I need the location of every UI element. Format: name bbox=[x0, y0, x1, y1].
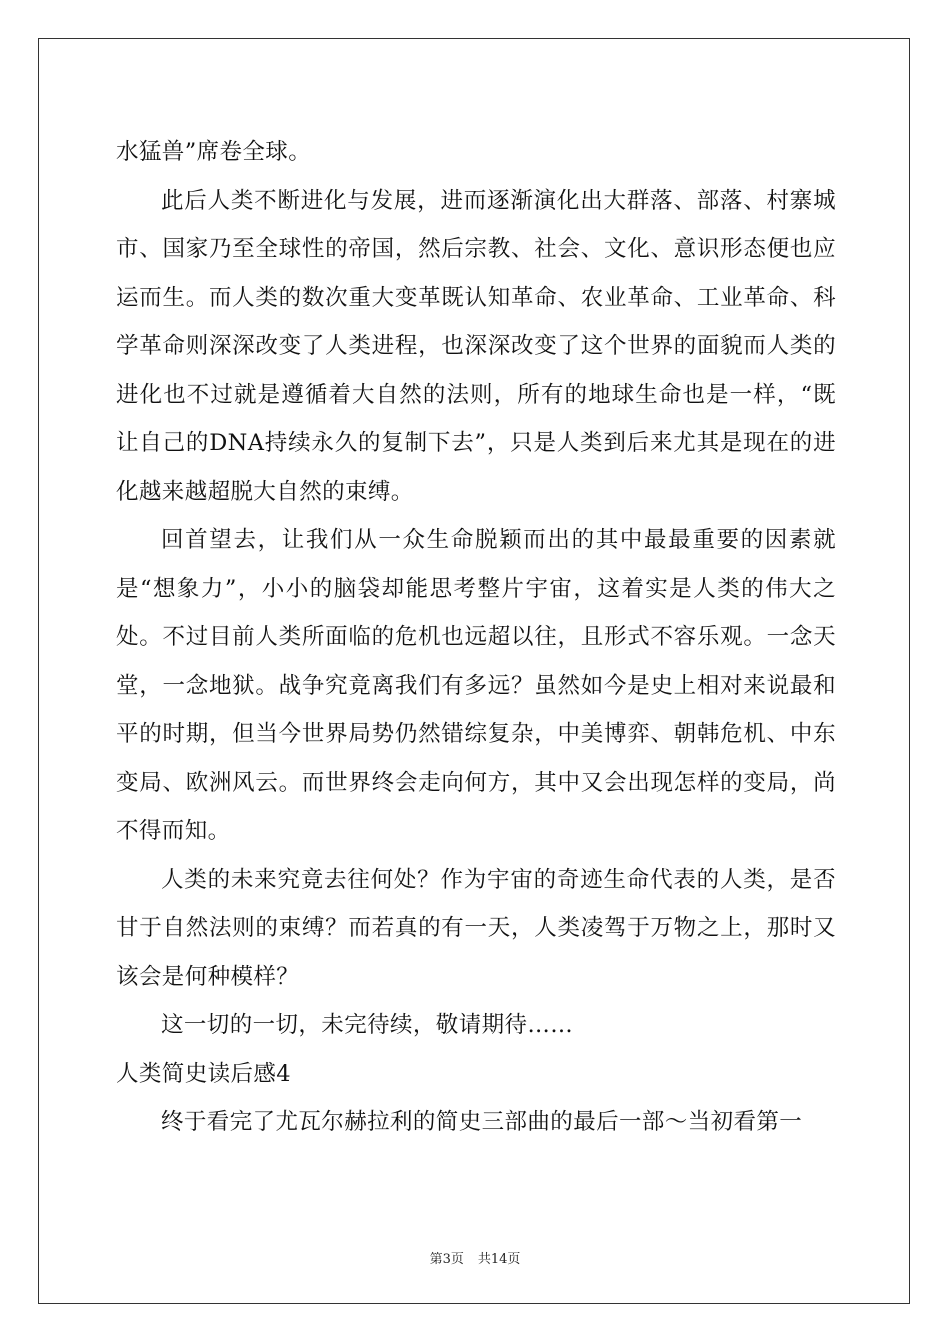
page-total: 共14页 bbox=[477, 1252, 521, 1267]
document-body bbox=[116, 128, 836, 1147]
paragraph-future: 人类的未来究竟去往何处？作为宇宙的奇迹生命代表的人类，是否甘于自然法则的束缚？而若真的有一天，人类凌驾于万物之上，那时又该会是何种模样？ bbox=[116, 866, 836, 990]
paragraph-to-be-continued: 这一切的一切，未完待续，敬请期待…… bbox=[161, 1012, 574, 1038]
paragraph-continued: 水猛兽”席卷全球。 bbox=[116, 139, 312, 165]
paragraph-imagination: 回首望去，让我们从一众生命脱颖而出的其中最最重要的因素就是“想象力”，小小的脑袋却能思考整片宇宙，这着实是人类的伟大之处。不过目前人类所面临的危机也远超以往，且形式不容乐观。一念天堂，一念地狱。战争究竟离我们有多远？虽然如今是史上相对来说最和平的时期，但当今世界局势仍然错综复杂，中美博弈、朝韩危机、中东变局、欧洲风云。而世界终会走向何方，其中又会出现怎样的变局，尚不得而知。 bbox=[116, 527, 836, 844]
page-footer bbox=[0, 1248, 950, 1267]
section-heading: 人类简史读后感4 bbox=[116, 1060, 292, 1087]
paragraph-human-evolution: 此后人类不断进化与发展，进而逐渐演化出大群落、部落、村寨城市、国家乃至全球性的帝国，然后宗教、社会、文化、意识形态便也应运而生。而人类的数次重大变革既认知革命、农业革命、工业革命、科学革命则深深改变了人类进程，也深深改变了这个世界的面貌而人类的进化也不过就是遵循着大自然的法则，所有的地球生命也是一样，“既让自己的DNA持续永久的复制下去”，只是人类到后来尤其是现在的进化越来越超脱大自然的束缚。 bbox=[116, 187, 836, 505]
paragraph-next-section: 终于看完了尤瓦尔赫拉利的简史三部曲的最后一部～当初看第一 bbox=[161, 1109, 803, 1135]
page-number: 第3页 bbox=[429, 1252, 464, 1267]
